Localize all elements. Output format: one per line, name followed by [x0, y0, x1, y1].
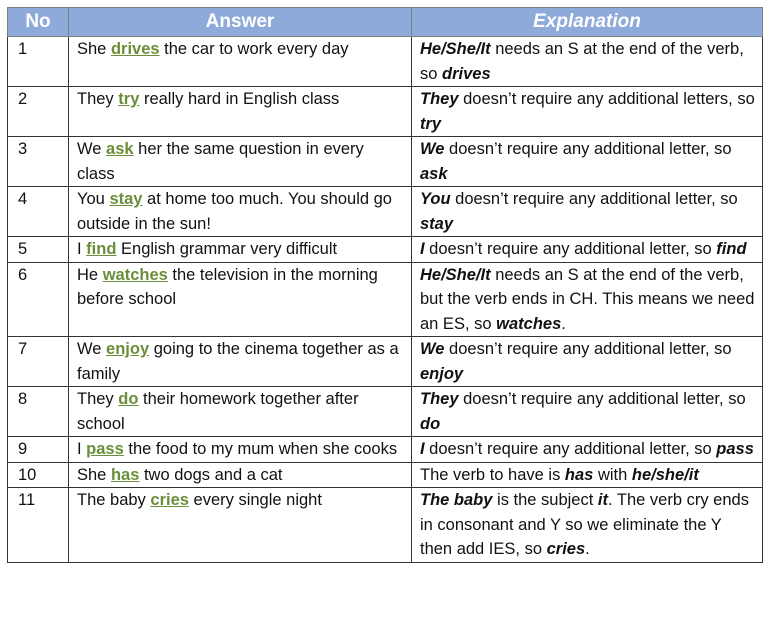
emphasis-text: We	[420, 140, 445, 158]
emphasis-text: stay	[420, 214, 454, 233]
verb-highlight: ask	[106, 140, 134, 158]
text-segment: needs an S at the end of the verb, so	[420, 40, 744, 83]
text-segment: every single night	[188, 491, 322, 509]
text-segment: doesn’t require any additional letter, so	[444, 140, 732, 158]
emphasis-text: I	[420, 240, 425, 258]
text-segment: They	[77, 90, 119, 108]
text-segment: their homework together after school	[77, 390, 359, 433]
header-no: No	[8, 8, 69, 37]
text-segment: the television in the morning before school	[77, 265, 378, 308]
text-segment: two dogs and a cat	[139, 465, 283, 484]
emphasis-text: The baby	[420, 491, 493, 509]
explanation-cell	[412, 462, 763, 488]
text-segment: is the subject	[492, 491, 598, 509]
text-segment: doesn’t require any additional letter, so	[424, 440, 717, 458]
verb-highlight: enjoy	[106, 340, 150, 358]
text-segment: They	[77, 390, 119, 408]
text-segment: with	[593, 465, 632, 484]
text-segment: really hard in English class	[139, 90, 340, 108]
explanation-cell	[412, 337, 763, 387]
row-number: 7	[8, 337, 69, 387]
answer-cell	[69, 387, 412, 437]
answer-cell	[69, 87, 412, 137]
answer-cell	[69, 37, 412, 87]
explanation-cell	[412, 387, 763, 437]
emphasis-text: They	[420, 90, 459, 108]
text-segment: We	[77, 140, 107, 158]
emphasis-text: do	[420, 414, 441, 433]
answer-cell	[69, 237, 412, 263]
answer-cell	[69, 137, 412, 187]
table-row	[8, 137, 763, 187]
explanation-cell	[412, 237, 763, 263]
emphasis-text: pass	[716, 440, 754, 458]
emphasis-text: You	[420, 190, 451, 208]
text-segment: He	[77, 265, 103, 284]
emphasis-text: ask	[420, 164, 448, 183]
row-number: 4	[8, 187, 69, 237]
explanation-cell	[412, 488, 763, 563]
text-segment: going to the cinema together as a family	[77, 340, 399, 383]
emphasis-text: watches	[496, 314, 562, 333]
text-segment: The baby	[77, 491, 151, 509]
explanation-cell	[412, 437, 763, 463]
answer-cell	[69, 462, 412, 488]
verb-highlight: do	[118, 390, 139, 408]
text-segment: doesn’t require any additional letter, so	[458, 390, 746, 408]
table-row	[8, 187, 763, 237]
verb-highlight: stay	[109, 190, 143, 208]
row-number: 3	[8, 137, 69, 187]
answer-cell	[69, 337, 412, 387]
table-row	[8, 462, 763, 488]
text-segment: at home too much. You should go outside in the sun!	[77, 190, 392, 233]
verb-highlight: find	[86, 240, 117, 258]
verb-highlight: watches	[102, 265, 168, 284]
row-number: 9	[8, 437, 69, 463]
row-number: 10	[8, 462, 69, 488]
emphasis-text: drives	[442, 64, 491, 83]
text-segment: I	[77, 240, 87, 258]
verb-highlight: try	[118, 90, 140, 108]
answer-table	[7, 7, 763, 563]
verb-highlight: pass	[86, 440, 124, 458]
answer-table-container	[7, 7, 762, 563]
text-segment: doesn’t require any additional letter, so	[424, 240, 717, 258]
row-number: 5	[8, 237, 69, 263]
table-row	[8, 237, 763, 263]
emphasis-text: We	[420, 340, 445, 358]
answer-cell	[69, 187, 412, 237]
text-segment: her the same question in every class	[77, 140, 364, 183]
row-number: 2	[8, 87, 69, 137]
emphasis-text: it	[597, 491, 609, 509]
emphasis-text: He/She/It	[420, 40, 491, 58]
text-segment: needs an S at the end of the verb, but the verb ends in CH. This means we need an ES, so	[420, 265, 755, 333]
emphasis-text: has	[564, 465, 594, 484]
emphasis-text: He/She/It	[420, 265, 491, 284]
text-segment: I	[77, 440, 87, 458]
text-segment: She	[77, 40, 111, 58]
explanation-cell	[412, 262, 763, 337]
row-number: 8	[8, 387, 69, 437]
row-number: 1	[8, 37, 69, 87]
text-segment: .	[585, 540, 590, 558]
text-segment: .	[561, 314, 566, 333]
row-number: 11	[8, 488, 69, 563]
emphasis-text: They	[420, 390, 459, 408]
verb-highlight: has	[110, 465, 140, 484]
text-segment: doesn’t require any additional letter, so	[444, 340, 732, 358]
text-segment: The verb to have is	[420, 465, 565, 484]
row-number: 6	[8, 262, 69, 337]
answer-cell	[69, 437, 412, 463]
table-row	[8, 262, 763, 337]
explanation-cell	[412, 37, 763, 87]
table-row	[8, 437, 763, 463]
text-segment: You	[77, 190, 110, 208]
emphasis-text: I	[420, 440, 425, 458]
text-segment: . The verb cry ends in consonant and Y so we eliminate the Y then add IES, so	[420, 491, 749, 558]
text-segment: doesn’t require any additional letter, so	[450, 190, 738, 208]
text-segment: English grammar very difficult	[116, 240, 338, 258]
emphasis-text: cries	[546, 540, 586, 558]
explanation-cell	[412, 187, 763, 237]
table-row	[8, 337, 763, 387]
table-row	[8, 87, 763, 137]
explanation-cell	[412, 137, 763, 187]
text-segment: the car to work every day	[159, 40, 349, 58]
emphasis-text: try	[420, 114, 442, 133]
emphasis-text: he/she/it	[631, 465, 699, 484]
table-body	[8, 37, 763, 563]
text-segment: doesn’t require any additional letters, so	[458, 90, 755, 108]
table-row	[8, 37, 763, 87]
text-segment: She	[77, 465, 111, 484]
verb-highlight: drives	[110, 40, 160, 58]
header-row	[8, 8, 763, 37]
answer-cell	[69, 488, 412, 563]
header-answer: Answer	[69, 8, 412, 37]
explanation-cell	[412, 87, 763, 137]
text-segment: the food to my mum when she cooks	[123, 440, 398, 458]
text-segment: We	[77, 340, 107, 358]
table-row	[8, 488, 763, 563]
header-explanation: Explanation	[412, 8, 763, 37]
answer-cell	[69, 262, 412, 337]
table-row	[8, 387, 763, 437]
emphasis-text: enjoy	[420, 364, 464, 383]
emphasis-text: find	[716, 240, 747, 258]
verb-highlight: cries	[150, 491, 189, 509]
